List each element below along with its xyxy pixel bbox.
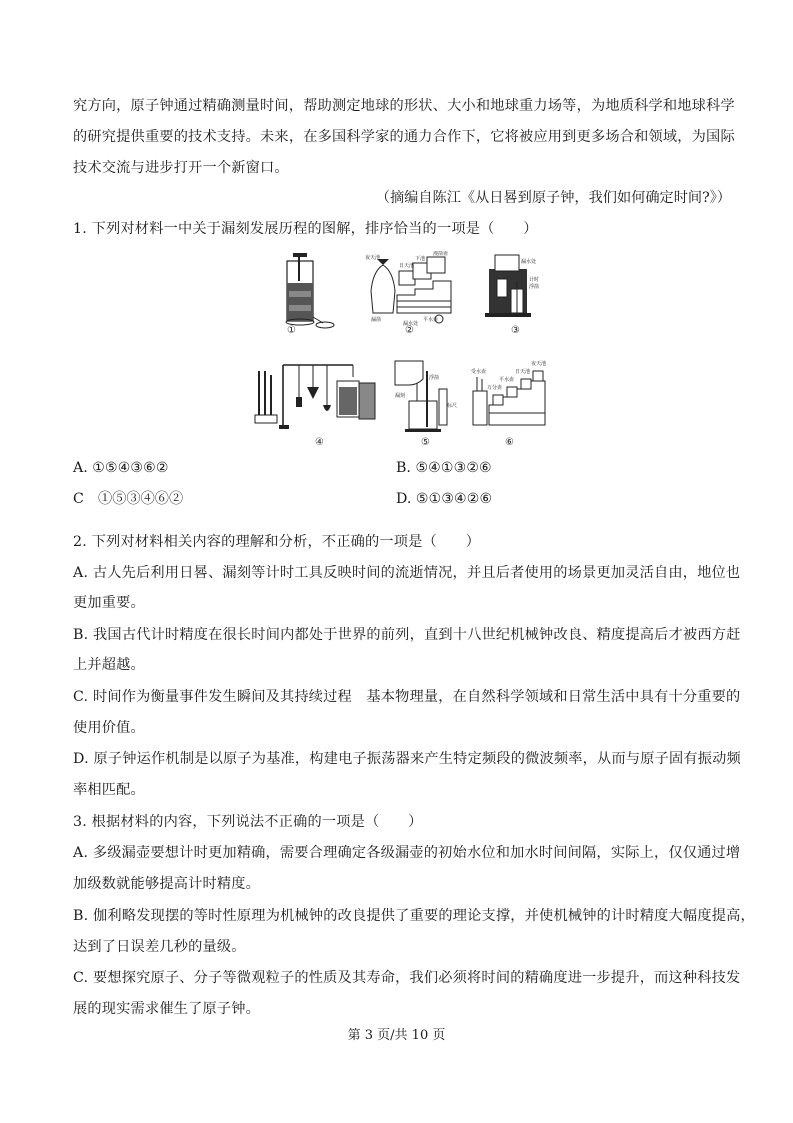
- figure-2-label-3: 下池: [415, 256, 426, 262]
- q3-stem: 3. 根据材料的内容，下列说法不正确的一项是（ ）: [73, 814, 423, 830]
- figure-5: [388, 356, 460, 454]
- figure-3-label-3: 浮箭: [529, 284, 540, 290]
- figure-6-label-2: 日天池: [515, 369, 531, 375]
- passage-line-3: 技术交流与进步打开一个新窗口。: [73, 160, 289, 176]
- figure-6-label-4: 万分壶: [487, 385, 503, 391]
- q1-option-a: A. ①⑤④③⑥②: [73, 460, 169, 476]
- figure-2: [362, 250, 460, 342]
- figure-5-label-2: 浮箭: [429, 375, 440, 381]
- figure-6-label-1: 夜天池: [531, 361, 547, 367]
- figure-1-drawing: [273, 251, 343, 341]
- figure-3-label-1: 漏水处: [521, 259, 537, 265]
- figure-5-caption: ⑤: [421, 437, 430, 448]
- q2-option-c-line-2: 使用价值。: [73, 720, 145, 736]
- figure-2-label-5: 平水壶: [423, 317, 439, 323]
- q2-option-a-line-2: 更加重要。: [73, 595, 145, 611]
- figure-6-label-5: 受水壶: [471, 369, 487, 375]
- figure-2-caption: ②: [405, 325, 414, 336]
- passage-line-1: 究方向，原子钟通过精确测量时间，帮助测定地球的形状、大小和地球重力场等，为地质科学和地球科学: [73, 98, 735, 114]
- figure-3: [480, 250, 554, 342]
- figure-6-caption: ⑥: [505, 437, 514, 448]
- q3-option-c-line-2: 展的现实需求催生了原子钟。: [73, 1001, 261, 1017]
- figure-1: [272, 250, 344, 342]
- figure-6: [468, 356, 552, 454]
- q2-option-d-line-1: D. 原子钟运作机制是以原子为基准，构建电子振荡器来产生特定频段的微波频率，从而与原子固有振动频: [73, 751, 741, 767]
- figure-5-label-3: 标尺: [447, 403, 458, 409]
- figure-1-caption: ①: [287, 325, 296, 336]
- q3-option-a-line-2: 加级数就能够提高计时精度。: [73, 876, 261, 892]
- figure-2-label-7: 漏水处: [403, 321, 419, 327]
- q3-option-c-line-1: C. 要想探究原子、分子等微观粒子的性质及其寿命，我们必须将时间的精确度进一步提升，而这种科技发: [73, 970, 741, 986]
- figure-2-label-6: 漏箭: [371, 317, 382, 323]
- figure-2-label-4: 漫箭壶: [433, 251, 449, 257]
- figure-3-label-2: 计时: [529, 277, 540, 283]
- q3-option-a-line-1: A. 多级漏壶要想计时更加精确，需要合理确定各级漏壶的初始水位和加水时间间隔，实际上，仅仅通过增: [73, 845, 741, 861]
- q2-option-c-line-1: C. 时间作为衡量事件发生瞬间及其持续过程 基本物理量，在自然科学领域和日常生活中具有十分重要的: [73, 689, 741, 705]
- q1-option-d: D. ⑤①③④②⑥: [396, 491, 493, 507]
- q3-option-b-line-2: 达到了日误差几秒的量级。: [73, 939, 246, 955]
- q2-option-d-line-2: 率相匹配。: [73, 782, 145, 798]
- passage-source: （摘编自陈江《从日晷到原子钟，我们如何确定时间?》）: [375, 190, 731, 206]
- figure-2-label-1: 夜天池: [365, 255, 381, 261]
- q1-option-b: B. ⑤④①③②⑥: [396, 460, 492, 476]
- figure-3-caption: ③: [511, 325, 520, 336]
- figure-4: [252, 356, 382, 454]
- page-footer: 第 3 页/共 10 页: [347, 1028, 446, 1043]
- q2-stem: 2. 下列对材料相关内容的理解和分析，不正确的一项是（ ）: [73, 534, 481, 550]
- figure-4-caption: ④: [315, 437, 324, 448]
- q1-option-c: C ①⑤③④⑥②: [73, 491, 184, 507]
- figure-2-label-2: 日天池: [399, 263, 415, 269]
- q2-option-a-line-1: A. 古人先后利用日晷、漏刻等计时工具反映时间的流逝情况，并且后者使用的场景更加灵活自由，地位也: [73, 565, 741, 581]
- q2-option-b-line-1: B. 我国古代计时精度在很长时间内都处于世界的前列，直到十八世纪机械钟改良、精度提高后才被西方赶: [73, 627, 741, 643]
- q1-stem: 1. 下列对材料一中关于漏刻发展历程的图解，排序恰当的一项是（ ）: [73, 221, 538, 237]
- q3-option-b-line-1: B. 伽利略发现摆的等时性原理为机械钟的改良提供了重要的理论支撑，并使机械钟的计时精度大幅度提高，: [73, 908, 755, 924]
- figure-6-label-3: 平水壶: [499, 377, 515, 383]
- passage-line-2: 的研究提供重要的技术支持。未来，在多国科学家的通力合作下，它将被应用到更多场合和领域，为国际: [73, 129, 735, 145]
- figure-5-label-1: 漏刻: [395, 393, 406, 399]
- q2-option-b-line-2: 上并超越。: [73, 657, 145, 673]
